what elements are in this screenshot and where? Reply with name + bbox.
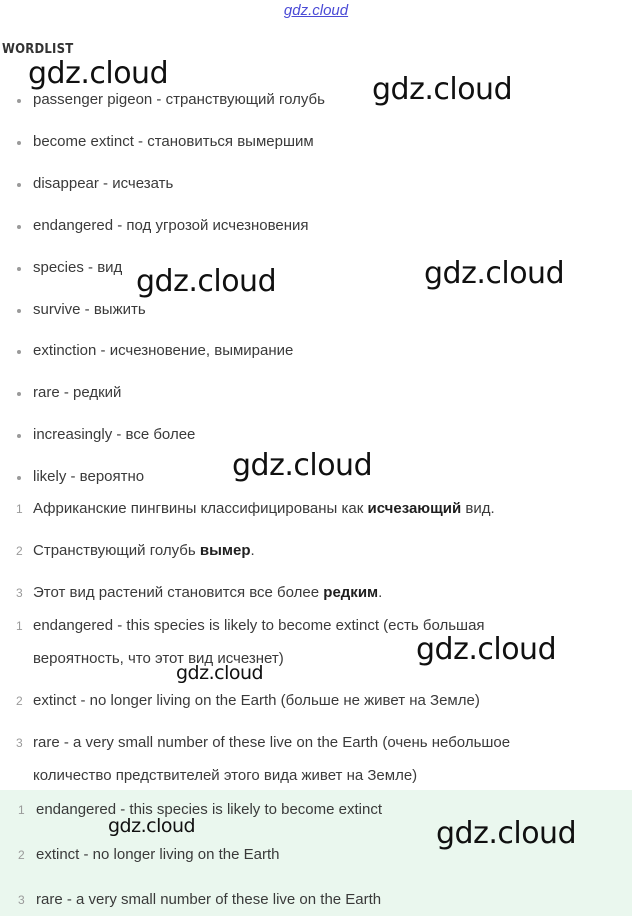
wordlist-item: become extinct - становиться вымершим (33, 133, 314, 150)
wordlist-item: survive - выжить (33, 301, 146, 318)
bullet-icon (17, 309, 21, 313)
answer-number: 2 (18, 848, 25, 862)
answer-number: 1 (18, 803, 25, 817)
sentence-item: Африканские пингвины классифицированы как исчезающий вид. (33, 500, 495, 517)
bullet-icon (17, 225, 21, 229)
top-watermark-link[interactable]: gdz.cloud (283, 2, 349, 19)
bullet-icon (17, 434, 21, 438)
watermark-overlay: gdz.cloud (28, 56, 169, 91)
bullet-icon (17, 392, 21, 396)
explanation-number: 2 (16, 694, 23, 708)
answer-item: rare - a very small number of these live on the Earth (36, 891, 382, 908)
bullet-icon (17, 141, 21, 145)
watermark-overlay: gdz.cloud (136, 264, 277, 299)
explanation-line: extinct - no longer living on the Earth (больше не живет на Земле) (33, 692, 480, 709)
watermark-overlay: gdz.cloud (232, 448, 373, 483)
sentence-number: 1 (16, 502, 23, 516)
sentence-item: Этот вид растений становится все более редким. (33, 584, 383, 601)
explanation-line: количество предствителей этого вида живет на Земле) (33, 767, 418, 784)
bullet-icon (17, 99, 21, 103)
sentence-number: 3 (16, 586, 23, 600)
bullet-icon (17, 350, 21, 354)
explanation-number: 3 (16, 736, 23, 750)
watermark-overlay: gdz.cloud (108, 815, 196, 837)
watermark-overlay: gdz.cloud (424, 256, 565, 291)
wordlist-item: increasingly - все более (33, 426, 196, 443)
wordlist-item: rare - редкий (33, 384, 122, 401)
wordlist-item: disappear - исчезать (33, 175, 174, 192)
sentence-item: Странствующий голубь вымер. (33, 542, 255, 559)
wordlist-heading: WORDLIST (2, 42, 74, 57)
explanation-line: вероятность, что этот вид исчезнет) (33, 650, 284, 667)
bullet-icon (17, 183, 21, 187)
explanation-number: 1 (16, 619, 23, 633)
bullet-icon (17, 267, 21, 271)
explanation-line: rare - a very small number of these live on the Earth (очень небольшое (33, 734, 511, 751)
watermark-overlay: gdz.cloud (372, 72, 513, 107)
wordlist-item: species - вид (33, 259, 123, 276)
wordlist-item: likely - вероятно (33, 468, 145, 485)
sentence-number: 2 (16, 544, 23, 558)
explanation-line: endangered - this species is likely to become extinct (есть большая (33, 617, 485, 634)
watermark-overlay: gdz.cloud (176, 662, 264, 684)
wordlist-item: passenger pigeon - странствующий голубь (33, 91, 325, 108)
bullet-icon (17, 476, 21, 480)
wordlist-item: endangered - под угрозой исчезновения (33, 217, 309, 234)
answer-number: 3 (18, 893, 25, 907)
watermark-overlay: gdz.cloud (416, 632, 557, 667)
wordlist-item: extinction - исчезновение, вымирание (33, 342, 294, 359)
answer-item: extinct - no longer living on the Earth (36, 846, 280, 863)
watermark-overlay: gdz.cloud (436, 816, 577, 851)
answer-item: endangered - this species is likely to become extinct (36, 801, 383, 818)
